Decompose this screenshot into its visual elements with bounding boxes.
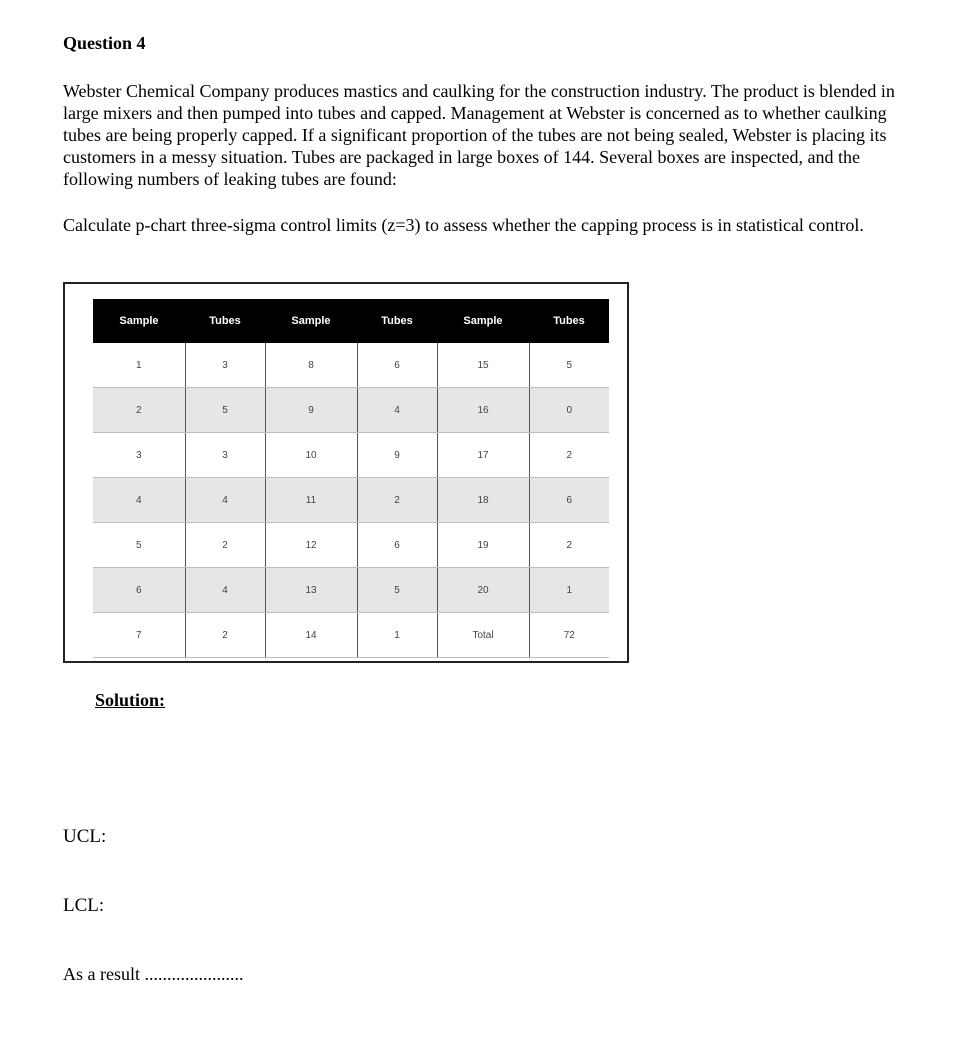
table-cell: 0 xyxy=(529,388,609,433)
header-sample-2: Sample xyxy=(265,299,357,343)
table-cell: 5 xyxy=(93,523,185,568)
table-cell: 6 xyxy=(93,568,185,613)
solution-label: Solution: xyxy=(95,690,166,710)
table-row xyxy=(93,388,609,433)
table-row xyxy=(93,523,609,568)
table-cell: 8 xyxy=(265,343,357,388)
table-cell: 6 xyxy=(529,478,609,523)
table-cell: 15 xyxy=(437,343,529,388)
table-cell: 14 xyxy=(265,613,357,658)
table-row xyxy=(93,568,609,613)
table-cell: 4 xyxy=(357,388,437,433)
table-cell: 1 xyxy=(529,568,609,613)
table-cell: 2 xyxy=(529,433,609,478)
question-heading: Question 4 xyxy=(63,33,146,53)
table-cell: 3 xyxy=(185,343,265,388)
table-cell: 16 xyxy=(437,388,529,433)
table-header-row xyxy=(93,299,609,343)
table-cell: 4 xyxy=(185,568,265,613)
lcl-label: LCL: xyxy=(63,895,105,916)
header-sample-1: Sample xyxy=(93,299,185,343)
table-cell: 2 xyxy=(357,478,437,523)
table-cell: 10 xyxy=(265,433,357,478)
table-cell: 7 xyxy=(93,613,185,658)
header-tubes-1: Tubes xyxy=(185,299,265,343)
leaking-tubes-table xyxy=(93,299,609,658)
table-cell: 9 xyxy=(265,388,357,433)
table-total-value: 72 xyxy=(529,613,609,658)
table-cell: 17 xyxy=(437,433,529,478)
ucl-label: UCL: xyxy=(63,826,107,847)
table-cell: 2 xyxy=(529,523,609,568)
header-tubes-2: Tubes xyxy=(357,299,437,343)
table-cell: 9 xyxy=(357,433,437,478)
table-total-label: Total xyxy=(437,613,529,658)
table-cell: 1 xyxy=(357,613,437,658)
table-cell: 3 xyxy=(185,433,265,478)
table-cell: 5 xyxy=(185,388,265,433)
table-row xyxy=(93,433,609,478)
table-cell: 2 xyxy=(185,613,265,658)
table-cell: 18 xyxy=(437,478,529,523)
data-table-frame xyxy=(63,282,629,663)
table-cell: 4 xyxy=(185,478,265,523)
table-cell: 19 xyxy=(437,523,529,568)
table-row xyxy=(93,613,609,658)
table-cell: 2 xyxy=(185,523,265,568)
table-cell: 5 xyxy=(529,343,609,388)
table-cell: 11 xyxy=(265,478,357,523)
table-cell: 4 xyxy=(93,478,185,523)
table-row xyxy=(93,478,609,523)
table-row xyxy=(93,343,609,388)
table-cell: 12 xyxy=(265,523,357,568)
result-line: As a result ...................... xyxy=(63,964,244,984)
table-cell: 6 xyxy=(357,523,437,568)
problem-statement: Webster Chemical Company produces mastics and caulking for the construction industry. The product is blended in large mixers and then pumped into tubes and capped. Management at Webster is concerned as to whether caulking tubes are being properly capped. If a significant proportion of the tubes are not being sealed, Webster is placing its customers in a messy situation. Tubes are packaged in large boxes of 144. Several boxes are inspected, and the following numbers of leaking tubes are found: xyxy=(63,81,895,189)
header-sample-3: Sample xyxy=(437,299,529,343)
task-instruction: Calculate p-chart three-sigma control limits (z=3) to assess whether the capping process is in statistical control. xyxy=(63,215,864,235)
table-cell: 20 xyxy=(437,568,529,613)
table-cell: 2 xyxy=(93,388,185,433)
table-cell: 3 xyxy=(93,433,185,478)
table-cell: 1 xyxy=(93,343,185,388)
table-cell: 5 xyxy=(357,568,437,613)
table-cell: 13 xyxy=(265,568,357,613)
header-tubes-3: Tubes xyxy=(529,299,609,343)
table-cell: 6 xyxy=(357,343,437,388)
